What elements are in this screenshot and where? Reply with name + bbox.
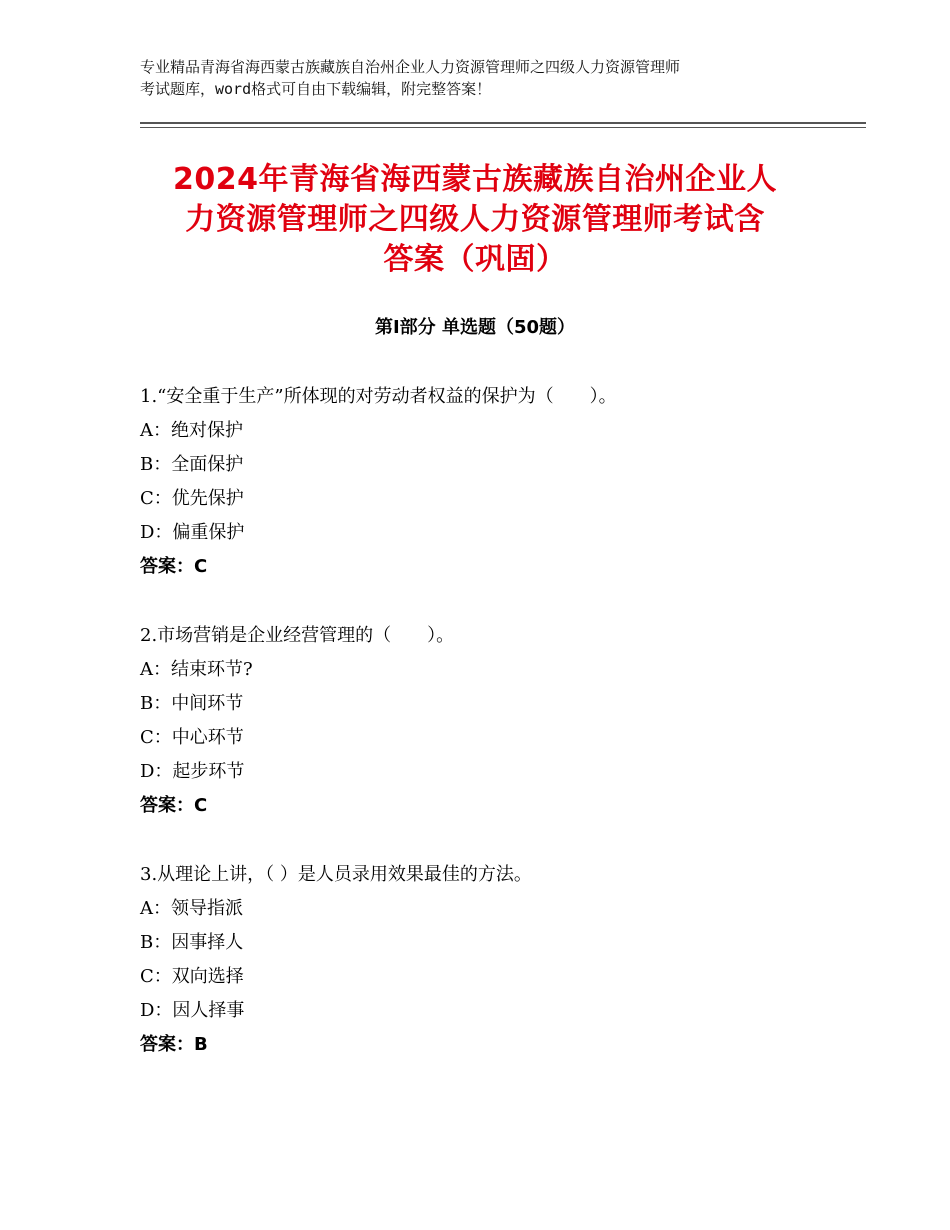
document-title-line-2: 力资源管理师之四级人力资源管理师考试含	[185, 202, 765, 237]
header-divider-thin	[140, 127, 866, 128]
answer: 答案：B	[140, 1034, 208, 1055]
question-stem: 1.“安全重于生产”所体现的对劳动者权益的保护为（ ）。	[140, 386, 617, 407]
option-a: A：领导指派	[140, 898, 243, 919]
answer: 答案：C	[140, 556, 208, 577]
option-d: D：起步环节	[140, 761, 245, 782]
document-title-line-3: 答案（巩固）	[383, 242, 567, 277]
question-2	[140, 619, 860, 823]
header-note-line-2: 考试题库，word格式可自由下载编辑，附完整答案！	[140, 80, 492, 98]
question-stem: 2.市场营销是企业经营管理的（ ）。	[140, 625, 455, 646]
header-note	[140, 56, 840, 100]
header-divider-thick	[140, 122, 866, 124]
option-c: C：中心环节	[140, 727, 244, 748]
option-b: B：中间环节	[140, 693, 244, 714]
answer: 答案：C	[140, 795, 208, 816]
option-b: B：全面保护	[140, 454, 244, 475]
section-heading: 第Ⅰ部分 单选题（50题）	[374, 317, 575, 338]
option-d: D：偏重保护	[140, 522, 245, 543]
question-stem: 3.从理论上讲，（ ）是人员录用效果最佳的方法。	[140, 864, 532, 885]
option-c: C：优先保护	[140, 488, 244, 509]
option-d: D：因人择事	[140, 1000, 245, 1021]
document-title-line-1: 2024年青海省海西蒙古族藏族自治州企业人	[173, 162, 777, 197]
question-1	[140, 380, 860, 584]
document-title	[120, 160, 830, 280]
option-a: A：结束环节?	[140, 659, 253, 680]
option-c: C：双向选择	[140, 966, 244, 987]
option-b: B：因事择人	[140, 932, 244, 953]
option-a: A：绝对保护	[140, 420, 243, 441]
header-note-line-1: 专业精品青海省海西蒙古族藏族自治州企业人力资源管理师之四级人力资源管理师	[140, 58, 681, 76]
question-3	[140, 858, 860, 1062]
